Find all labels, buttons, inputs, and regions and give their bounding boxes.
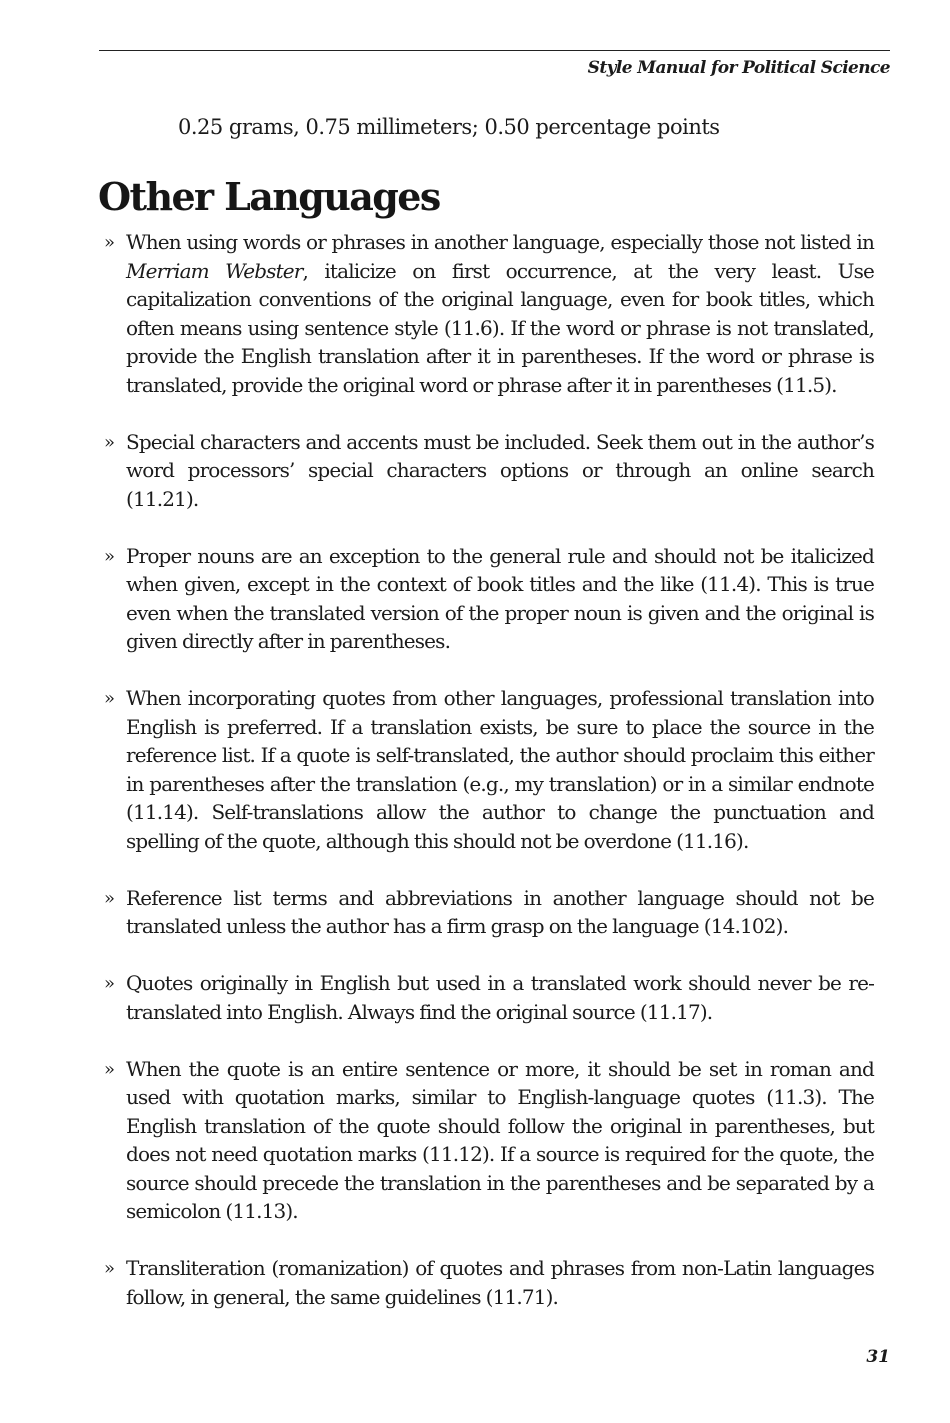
bullet-marker: » — [104, 431, 116, 453]
running-head: Style Manual for Political Science — [587, 58, 890, 78]
continued-example-line: 0.25 grams, 0.75 millimeters; 0.50 percentage points — [178, 115, 720, 139]
bullet-marker: » — [104, 973, 116, 994]
list-item — [99, 428, 874, 514]
bullet-list — [99, 228, 874, 1340]
header-rule — [99, 50, 890, 51]
list-item — [99, 1055, 874, 1226]
bullet-marker: » — [104, 232, 116, 253]
list-item — [99, 969, 874, 1026]
page-number: 31 — [866, 1347, 890, 1367]
bullet-marker: » — [104, 1258, 116, 1279]
list-item — [99, 884, 874, 941]
list-item-text: When the quote is an entire sentence or more, it should be set in roman and used with quotation marks, similar to English-language quotes (11.3). The English translation of the quote should follow the original in parentheses, but does not need quotation marks (11.12). If a source is required for the quote, the source should precede the translation in the parentheses and be separated by a semicolon (11.13). — [126, 1056, 874, 1223]
bullet-marker: » — [104, 545, 116, 567]
list-item-text-start: When using words or phrases in another language, especially those not listed in — [126, 230, 874, 254]
bullet-marker: » — [104, 887, 116, 909]
list-item — [99, 684, 874, 855]
bullet-marker: » — [104, 688, 116, 709]
list-item-text-end: , italicize on first occurrence, at the very least. Use capitalization conventions of the original language, even for book titles, which often means using sentence style (11.6). If the word or phrase is not translated, provide the English translation after it in parentheses. If the word or phrase is translated, provide the original word or phrase after it in parentheses (11.5). — [126, 258, 874, 397]
list-item-text: Special characters and accents must be included. Seek them out in the author’s word processors’ special characters options or through an online search (11.21). — [126, 429, 874, 511]
list-item — [99, 228, 874, 399]
list-item — [99, 542, 874, 656]
list-item-text: Reference list terms and abbreviations in another language should not be translated unless the author has a firm grasp on the language (14.102). — [126, 885, 874, 938]
list-item-text — [126, 228, 874, 399]
bullet-marker: » — [104, 1058, 116, 1080]
list-item-text: Proper nouns are an exception to the general rule and should not be italicized when given, except in the context of book titles and the like (11.4). This is true even when the translated version of the proper noun is given and the original is given directly after in parentheses. — [126, 543, 874, 653]
list-item-text: When incorporating quotes from other languages, professional translation into English is preferred. If a translation exists, be sure to place the source in the reference list. If a quote is self-translated, the author should proclaim this either in parentheses after the translation (e.g., my translation) or in a similar endnote (11.14). Self-translations allow the author to change the punctuation and spelling of the quote, although this should not be overdone (11.16). — [126, 686, 874, 853]
list-item — [99, 1254, 874, 1311]
italic-term: Merriam Webster — [126, 258, 303, 283]
list-item-text: Transliteration (romanization) of quotes and phrases from non-Latin languages follow, in general, the same guidelines (11.71). — [126, 1256, 874, 1309]
section-heading: Other Languages — [98, 174, 440, 219]
list-item-text: Quotes originally in English but used in a translated work should never be re-translated into English. Always find the original source (11.17). — [126, 971, 874, 1024]
